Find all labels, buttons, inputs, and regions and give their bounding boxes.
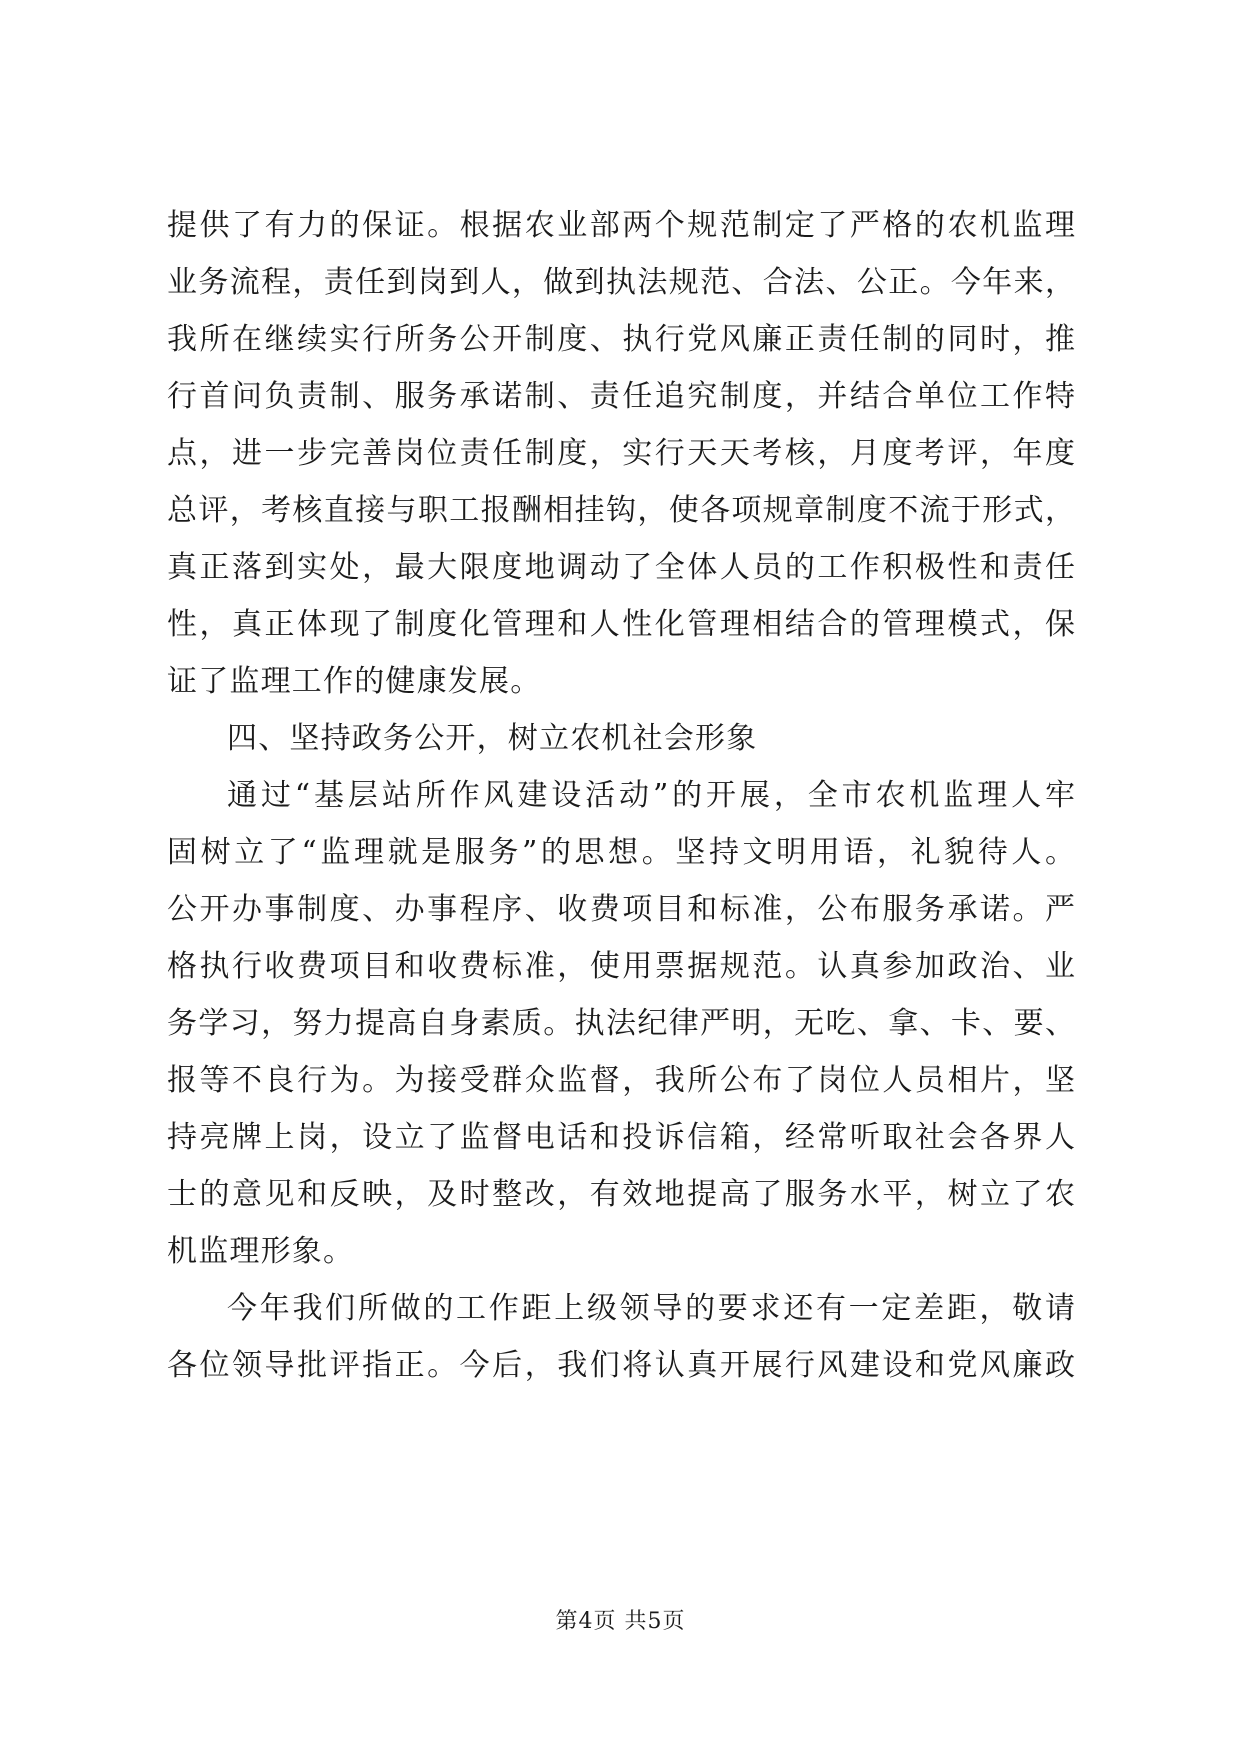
body-line: 机监理形象。 (167, 1234, 355, 1269)
body-line: 性，真正体现了制度化管理和人性化管理相结合的管理模式，保 (167, 607, 1075, 642)
body-line: 公开办事制度、办事程序、收费项目和标准，公布服务承诺。严 (167, 892, 1075, 927)
body-line: 务学习，努力提高自身素质。执法纪律严明，无吃、拿、卡、要、 (167, 1006, 1075, 1041)
body-line: 格执行收费项目和收费标准，使用票据规范。认真参加政治、业 (167, 949, 1075, 984)
body-line: 业务流程，责任到岗到人，做到执法规范、合法、公正。今年来， (167, 265, 1075, 300)
body-line: 行首问负责制、服务承诺制、责任追究制度，并结合单位工作特 (167, 379, 1075, 414)
page-footer: 第4页 共5页 (555, 1609, 686, 1634)
body-line: 通过“基层站所作风建设活动”的开展，全市农机监理人牢 (227, 778, 1075, 813)
body-line: 我所在继续实行所务公开制度、执行党风廉正责任制的同时，推 (167, 322, 1075, 357)
section-heading: 四、坚持政务公开，树立农机社会形象 (227, 721, 758, 756)
body-line: 证了监理工作的健康发展。 (167, 664, 542, 699)
body-line: 报等不良行为。为接受群众监督，我所公布了岗位人员相片，坚 (167, 1063, 1075, 1098)
body-line: 提供了有力的保证。根据农业部两个规范制定了严格的农机监理 (167, 208, 1075, 243)
body-line: 总评，考核直接与职工报酬相挂钩，使各项规章制度不流于形式， (167, 493, 1075, 528)
body-line: 士的意见和反映，及时整改，有效地提高了服务水平，树立了农 (167, 1177, 1075, 1212)
body-line: 持亮牌上岗，设立了监督电话和投诉信箱，经常听取社会各界人 (167, 1120, 1075, 1155)
body-line: 固树立了“监理就是服务”的思想。坚持文明用语，礼貌待人。 (167, 835, 1075, 870)
body-line: 点，进一步完善岗位责任制度，实行天天考核，月度考评，年度 (167, 436, 1075, 471)
body-line: 今年我们所做的工作距上级领导的要求还有一定差距，敬请 (227, 1291, 1075, 1326)
body-line: 真正落到实处，最大限度地调动了全体人员的工作积极性和责任 (167, 550, 1075, 585)
body-line: 各位领导批评指正。今后，我们将认真开展行风建设和党风廉政 (167, 1348, 1075, 1383)
